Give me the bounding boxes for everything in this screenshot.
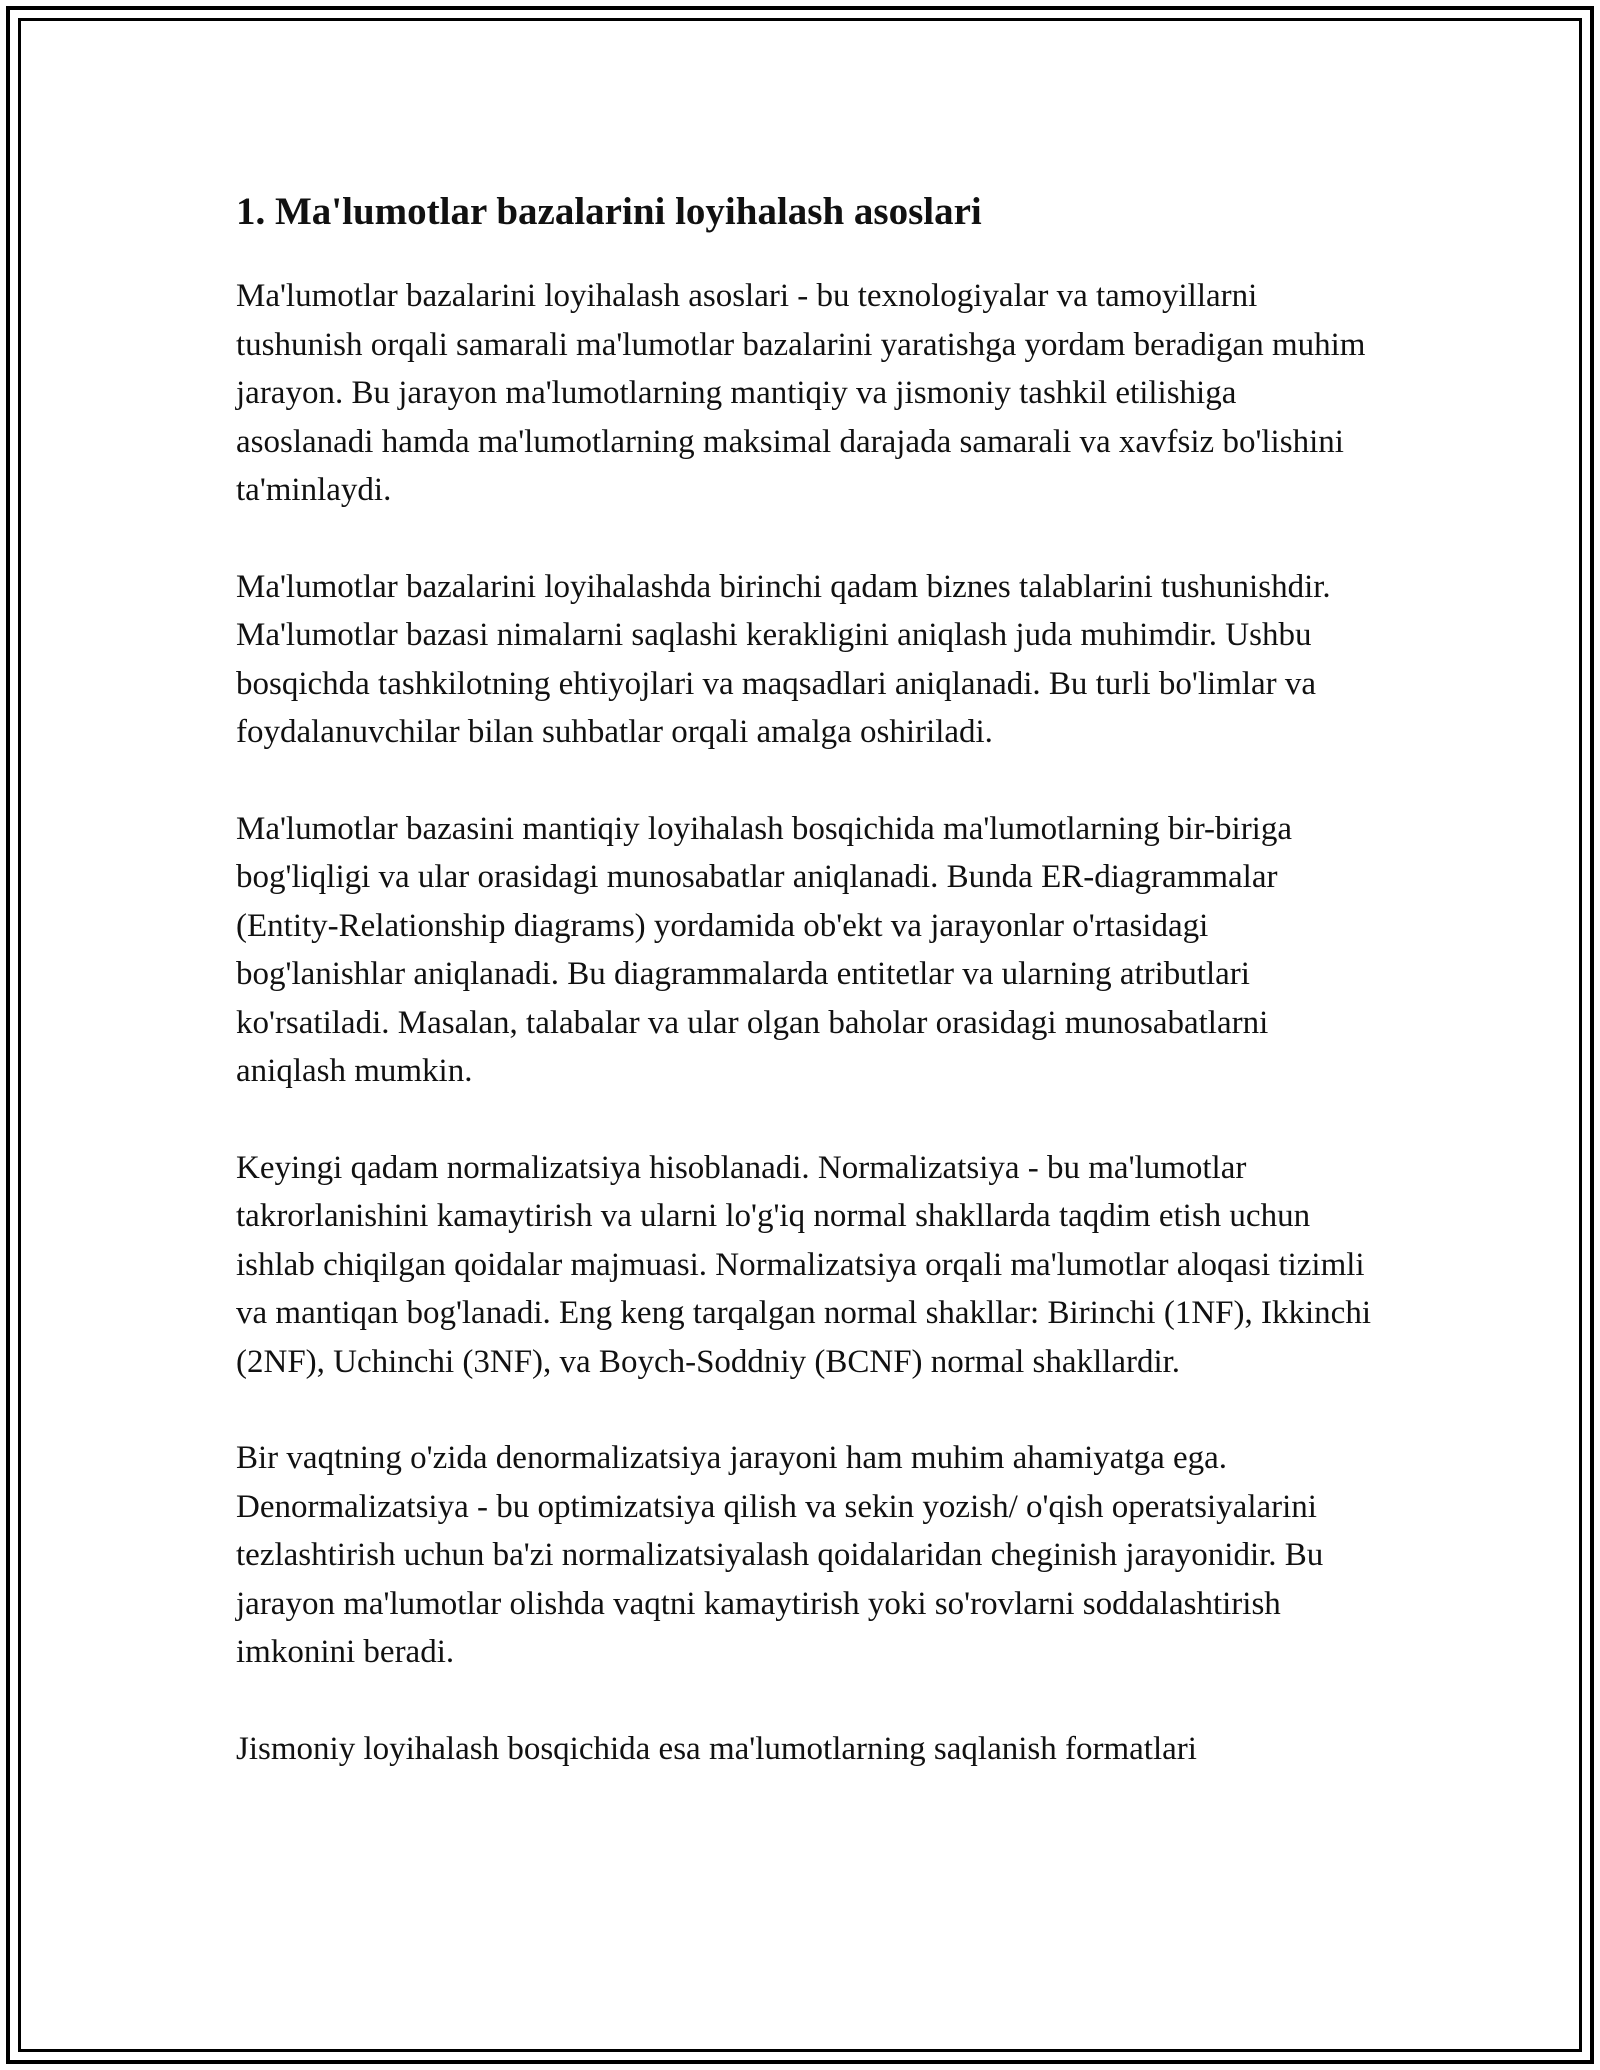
document-body	[236, 186, 1376, 1821]
paragraph-1: Ma'lumotlar bazalarini loyihalash asoslari - bu texnologiyalar va tamoyillarni tushunish orqali samarali ma'lumotlar bazalarini yaratishga yordam beradigan muhim jarayon. Bu jarayon ma'lumotlarning mantiqiy va jismoniy tashkil etilishiga asoslanadi hamda ma'lumotlarning maksimal darajada samarali va xavfsiz bo'lishini ta'minlaydi.	[236, 278, 1366, 508]
paragraph-5: Bir vaqtning o'zida denormalizatsiya jarayoni ham muhim ahamiyatga ega. Denormalizatsiya - bu optimizatsiya qilish va sekin yozish/ o'qish operatsiyalarini tezlashtirish uchun ba'zi normalizatsiyalash qoidalaridan cheginish jarayonidir. Bu jarayon ma'lumotlar olishda vaqtni kamaytirish yoki so'rovlarni soddalashtirish imkonini beradi.	[236, 1440, 1324, 1670]
paragraph-3: Ma'lumotlar bazasini mantiqiy loyihalash bosqichida ma'lumotlarning bir-biriga bog'liqligi va ular orasidagi munosabatlar aniqlanadi. Bunda ER-diagrammalar (Entity-Relationship diagrams) yordamida ob'ekt va jarayonlar o'rtasidagi bog'lanishlar aniqlanadi. Bu diagrammalarda entitetlar va ularning atributlari ko'rsatiladi. Masalan, talabalar va ular olgan baholar orasidagi munosabatlarni aniqlash mumkin.	[236, 810, 1292, 1089]
paragraph-2: Ma'lumotlar bazalarini loyihalashda birinchi qadam biznes talablarini tushunishdir. Ma'lumotlar bazasi nimalarni saqlashi kerakligini aniqlash juda muhimdir. Ushbu bosqichda tashkilotning ehtiyojlari va maqsadlari aniqlanadi. Bu turli bo'limlar va foydalanuvchilar bilan suhbatlar orqali amalga oshiriladi.	[236, 568, 1331, 750]
paragraph-6: Jismoniy loyihalash bosqichida esa ma'lumotlarning saqlanish formatlari	[236, 1730, 1197, 1767]
section-heading: 1. Ma'lumotlar bazalarini loyihalash asoslari	[236, 190, 982, 233]
paragraph-4: Keyingi qadam normalizatsiya hisoblanadi. Normalizatsiya - bu ma'lumotlar takrorlanishini kamaytirish va ularni lo'g'iq normal shakllarda taqdim etish uchun ishlab chiqilgan qoidalar majmuasi. Normalizatsiya orqali ma'lumotlar aloqasi tizimli va mantiqan bog'lanadi. Eng keng tarqalgan normal shakllar: Birinchi (1NF), Ikkinchi (2NF), Uchinchi (3NF), va Boych-Soddniy (BCNF) normal shakllardir.	[236, 1149, 1371, 1380]
